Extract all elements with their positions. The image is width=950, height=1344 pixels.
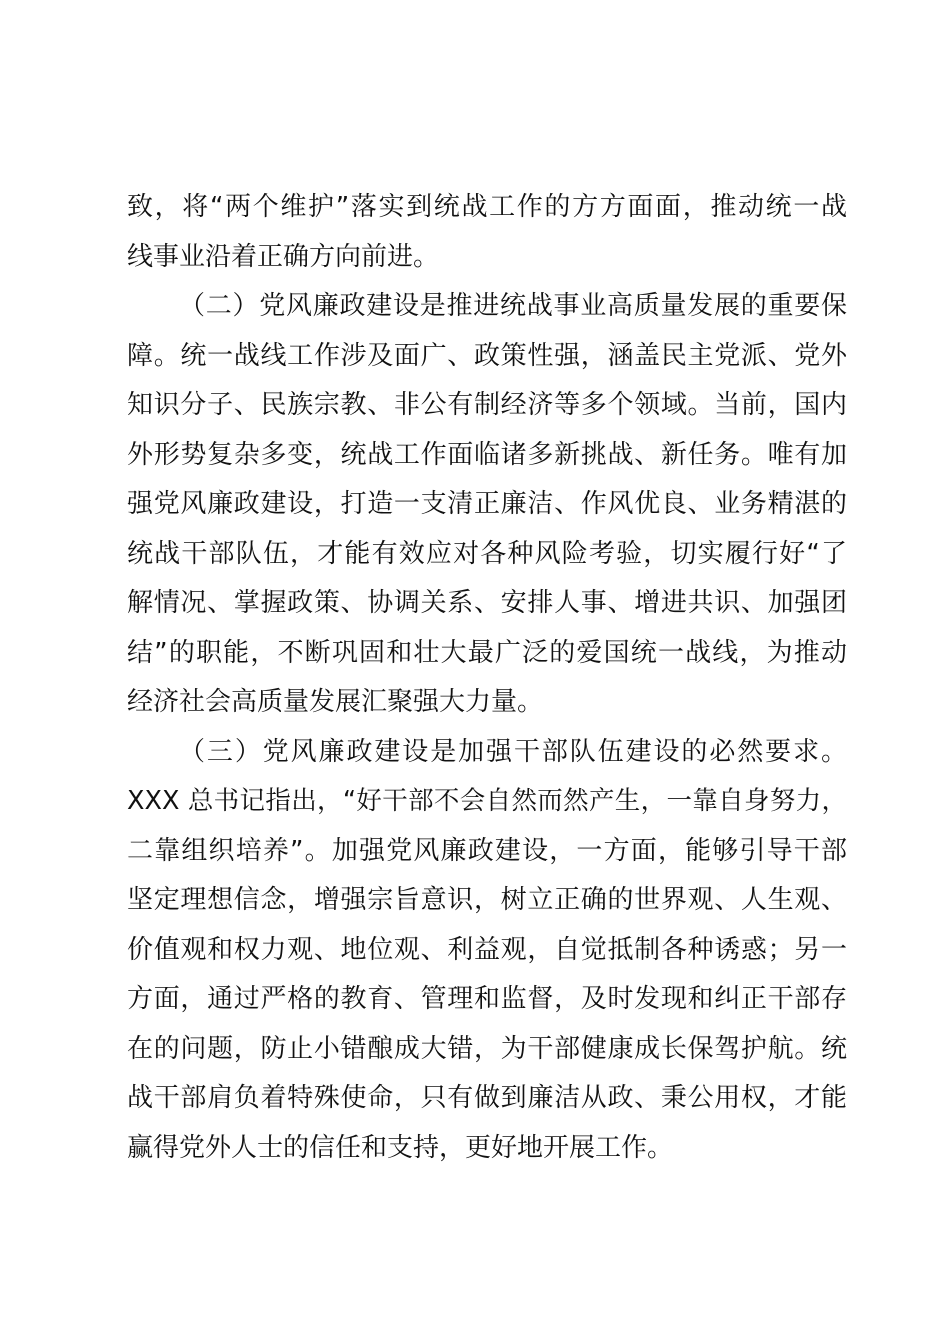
text-line: 结”的职能，不断巩固和壮大最广泛的爱国统一战线，为推动 [127, 637, 847, 668]
text-line: XXX 总书记指出，“好干部不会自然而然产生，一靠自身努力， [127, 786, 847, 816]
text-line: 外形势复杂多变，统战工作面临诸多新挑战、新任务。唯有加 [127, 439, 847, 470]
text-line: 坚定理想信念，增强宗旨意识，树立正确的世界观、人生观、 [127, 885, 847, 915]
text-line: 二靠组织培养”。加强党风廉政建设，一方面，能够引导干部 [127, 835, 847, 866]
text-line: （二）党风廉政建设是推进统战事业高质量发展的重要保 [179, 291, 847, 321]
text-line: 强党风廉政建设，打造一支清正廉洁、作风优良、业务精湛的 [127, 489, 847, 519]
document-body [127, 183, 847, 1173]
text-line: 线事业沿着正确方向前进。 [127, 241, 440, 272]
text-line: 障。统一战线工作涉及面广、政策性强，涵盖民主党派、党外 [127, 340, 847, 371]
text-line: 赢得党外人士的信任和支持，更好地开展工作。 [127, 1132, 674, 1163]
text-line: 经济社会高质量发展汇聚强大力量。 [127, 687, 544, 717]
text-line: 在的问题，防止小错酿成大错，为干部健康成长保驾护航。统 [127, 1033, 847, 1064]
text-line: 战干部肩负着特殊使命，只有做到廉洁从政、秉公用权，才能 [127, 1083, 847, 1113]
text-line: 方面，通过严格的教育、管理和监督，及时发现和纠正干部存 [127, 984, 847, 1014]
paragraph-continuation [127, 183, 847, 282]
text-line: 价值观和权力观、地位观、利益观，自觉抵制各种诱惑；另一 [127, 934, 847, 965]
text-line: （三）党风廉政建设是加强干部队伍建设的必然要求。 [179, 736, 847, 767]
text-line: 解情况、掌握政策、协调关系、安排人事、增进共识、加强团 [127, 588, 847, 618]
text-line: 知识分子、民族宗教、非公有制经济等多个领域。当前，国内 [127, 390, 847, 420]
text-line: 致，将“两个维护”落实到统战工作的方方面面，推动统一战 [127, 192, 847, 222]
paragraph-section-three [127, 728, 847, 1174]
text-line: 统战干部队伍，才能有效应对各种风险考验，切实履行好“了 [127, 538, 847, 569]
paragraph-section-two [127, 282, 847, 728]
